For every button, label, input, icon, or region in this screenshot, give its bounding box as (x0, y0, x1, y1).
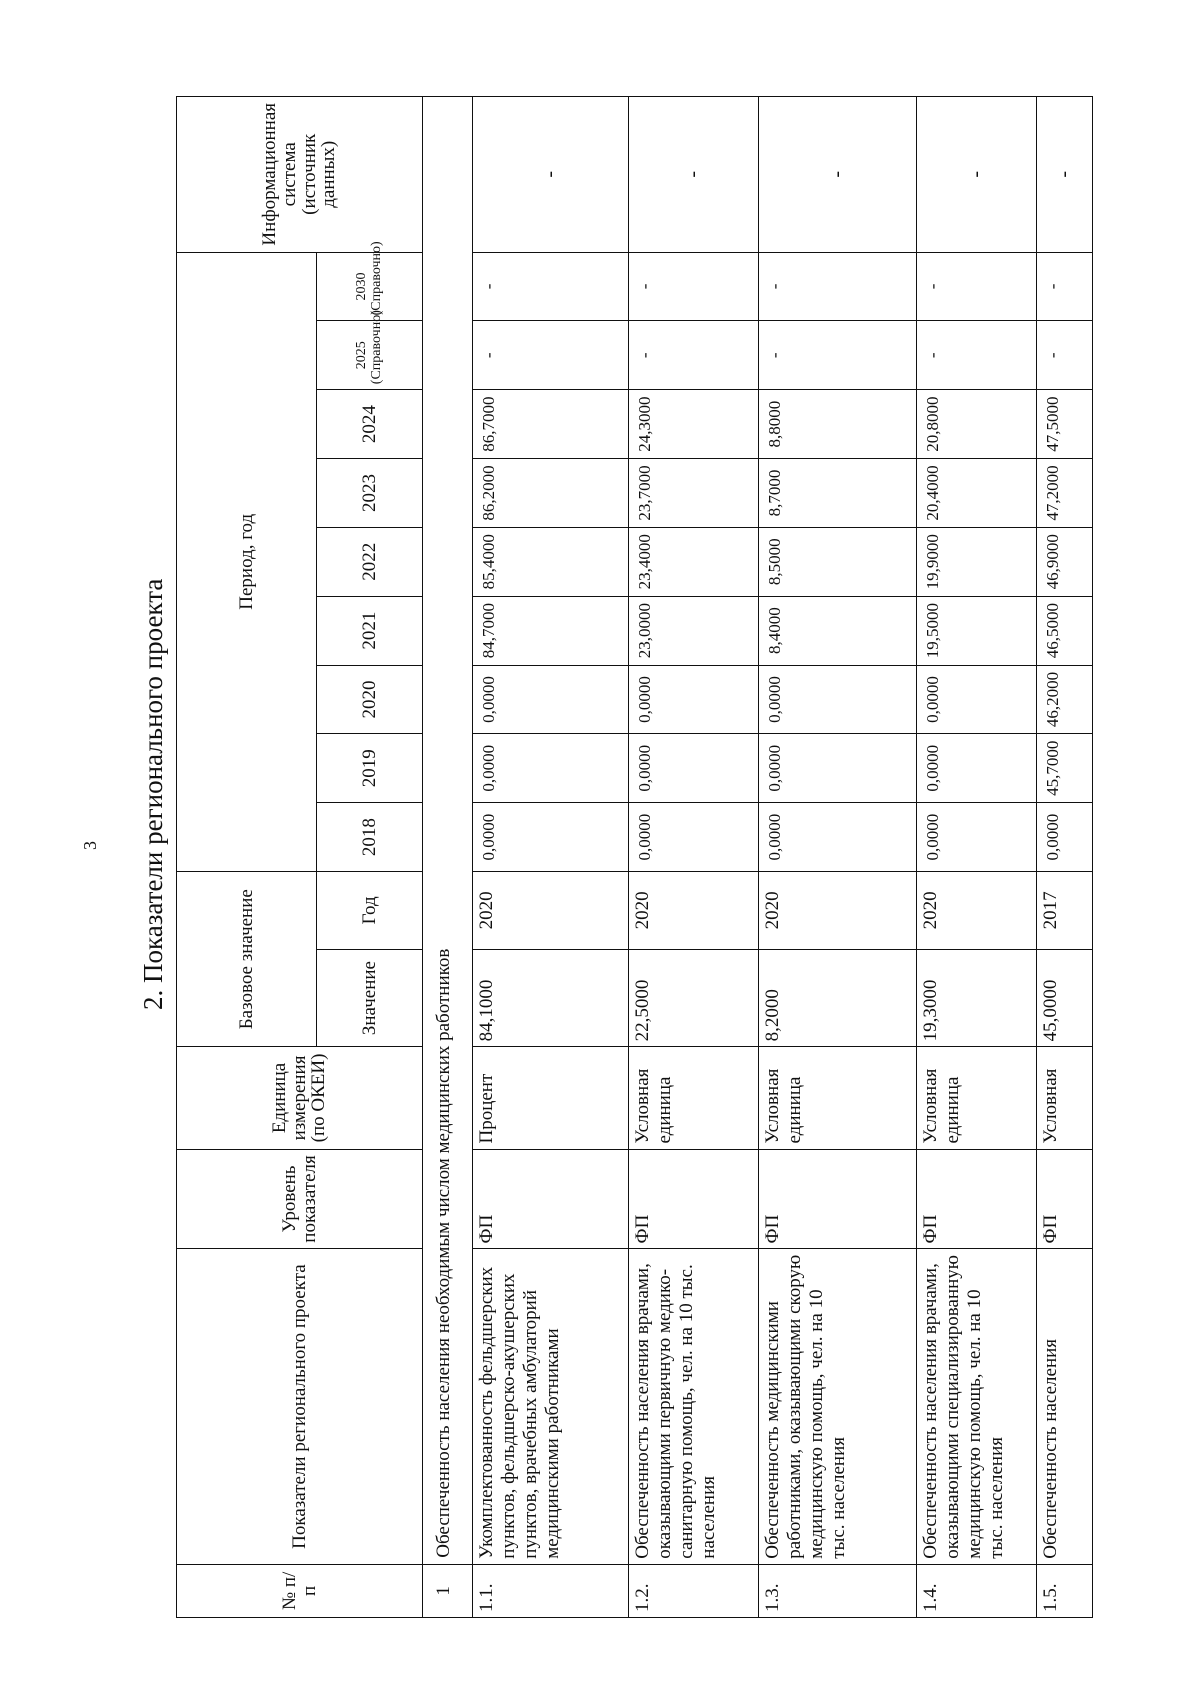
row-num: 1.4. (917, 1564, 1037, 1617)
table-row (629, 97, 759, 1618)
header-year: 2024 (317, 390, 423, 459)
row-info: - (629, 97, 759, 253)
row-value: 0,0000 (629, 803, 759, 872)
row-indicator: Укомплектованность фельдшерских пунктов, фельдшерско-акушерских пунктов, врачебных амбулаторий медицинскими работниками (473, 1249, 629, 1564)
section-row (423, 97, 473, 1618)
row-value: 20,8000 (917, 390, 1037, 459)
header-year-reference: 2030 (Справочно) (317, 252, 423, 321)
row-value: 0,0000 (917, 665, 1037, 734)
row-value: 19,9000 (917, 527, 1037, 596)
row-indicator: Обеспеченность населения врачами, оказывающими специализированную медицинскую помощь, чел. на 10 тыс. населения (917, 1249, 1037, 1564)
row-info: - (1037, 97, 1093, 253)
row-value: 46,9000 (1037, 527, 1093, 596)
row-value: 46,2000 (1037, 665, 1093, 734)
page-number: 3 (80, 841, 100, 850)
row-level: ФП (1037, 1149, 1093, 1249)
header-year: 2020 (317, 665, 423, 734)
row-value: 23,4000 (629, 527, 759, 596)
header-base-year: Год (317, 872, 423, 950)
row-value: 19,5000 (917, 596, 1037, 665)
row-value: 86,2000 (473, 459, 629, 528)
header-indicator: Показатели регионального проекта (177, 1249, 423, 1564)
row-value: - (917, 252, 1037, 321)
row-base-value: 19,3000 (917, 949, 1037, 1047)
row-value: 0,0000 (759, 665, 917, 734)
row-unit: Условная единица (759, 1047, 917, 1149)
row-base-value: 22,5000 (629, 949, 759, 1047)
row-value: 47,2000 (1037, 459, 1093, 528)
row-base-year: 2020 (759, 872, 917, 950)
row-value: 0,0000 (759, 803, 917, 872)
row-value: - (629, 321, 759, 390)
row-value: - (759, 321, 917, 390)
row-value: 0,0000 (473, 734, 629, 803)
row-base-year: 2017 (1037, 872, 1093, 950)
row-value: 8,5000 (759, 527, 917, 596)
indicators-table (176, 96, 1093, 1618)
row-value: - (917, 321, 1037, 390)
row-value: 24,3000 (629, 390, 759, 459)
row-info: - (759, 97, 917, 253)
row-value: - (473, 252, 629, 321)
table-row (917, 97, 1037, 1618)
row-value: 0,0000 (473, 665, 629, 734)
row-value: - (1037, 321, 1093, 390)
row-base-value: 45,0000 (1037, 949, 1093, 1047)
row-indicator: Обеспеченность медицинскими работниками, оказывающими скорую медицинскую помощь, чел. на 10 тыс. населения (759, 1249, 917, 1564)
row-value: 20,4000 (917, 459, 1037, 528)
row-base-year: 2020 (473, 872, 629, 950)
header-period: Период, год (177, 252, 317, 871)
row-base-year: 2020 (629, 872, 759, 950)
section-heading: 2. Показатели регионального проекта (138, 578, 168, 1010)
row-value: 0,0000 (917, 803, 1037, 872)
table-row (1037, 97, 1093, 1618)
row-num: 1.1. (473, 1564, 629, 1617)
row-base-value: 8,2000 (759, 949, 917, 1047)
row-unit: Процент (473, 1047, 629, 1149)
row-level: ФП (759, 1149, 917, 1249)
row-value: 46,5000 (1037, 596, 1093, 665)
row-value: 47,5000 (1037, 390, 1093, 459)
table-row (759, 97, 917, 1618)
row-level: ФП (629, 1149, 759, 1249)
header-year-reference: 2025 (Справочно) (317, 321, 423, 390)
row-base-year: 2020 (917, 872, 1037, 950)
row-unit: Условная (1037, 1047, 1093, 1149)
row-base-value: 84,1000 (473, 949, 629, 1047)
row-level: ФП (473, 1149, 629, 1249)
row-num: 1.2. (629, 1564, 759, 1617)
header-info: Информационная система (источник данных) (177, 97, 423, 253)
header-level: Уровень показателя (177, 1149, 423, 1249)
row-value: 45,7000 (1037, 734, 1093, 803)
row-num: 1.3. (759, 1564, 917, 1617)
row-info: - (473, 97, 629, 253)
row-value: 0,0000 (629, 665, 759, 734)
row-value: 23,7000 (629, 459, 759, 528)
table-row (473, 97, 629, 1618)
header-num: № п/п (177, 1564, 423, 1617)
row-value: 0,0000 (1037, 803, 1093, 872)
rotated-table-container (176, 96, 1116, 1618)
row-value: 8,8000 (759, 390, 917, 459)
header-year: 2023 (317, 459, 423, 528)
row-num: 1.5. (1037, 1564, 1093, 1617)
row-indicator: Обеспеченность населения (1037, 1249, 1093, 1564)
row-value: - (473, 321, 629, 390)
row-value: 0,0000 (629, 734, 759, 803)
row-value: 0,0000 (917, 734, 1037, 803)
header-year: 2018 (317, 803, 423, 872)
row-value: 8,4000 (759, 596, 917, 665)
row-unit: Условная единица (917, 1047, 1037, 1149)
row-value: 84,7000 (473, 596, 629, 665)
row-value: 86,7000 (473, 390, 629, 459)
row-unit: Условная единица (629, 1047, 759, 1149)
section-title: Обеспеченность населения необходимым числом медицинских работников (423, 97, 473, 1565)
row-info: - (917, 97, 1037, 253)
row-value: - (1037, 252, 1093, 321)
row-value: - (629, 252, 759, 321)
row-value: 0,0000 (473, 803, 629, 872)
header-year: 2021 (317, 596, 423, 665)
header-unit: Единица измерения (по ОКЕИ) (177, 1047, 423, 1149)
row-value: 8,7000 (759, 459, 917, 528)
section-num: 1 (423, 1564, 473, 1617)
row-level: ФП (917, 1149, 1037, 1249)
header-year: 2019 (317, 734, 423, 803)
header-year: 2022 (317, 527, 423, 596)
row-value: 0,0000 (759, 734, 917, 803)
row-value: 85,4000 (473, 527, 629, 596)
row-value: - (759, 252, 917, 321)
header-base-value: Значение (317, 949, 423, 1047)
row-value: 23,0000 (629, 596, 759, 665)
row-indicator: Обеспеченность населения врачами, оказывающими первичную медико-санитарную помощь, чел. на 10 тыс. населения (629, 1249, 759, 1564)
header-base: Базовое значение (177, 872, 317, 1047)
